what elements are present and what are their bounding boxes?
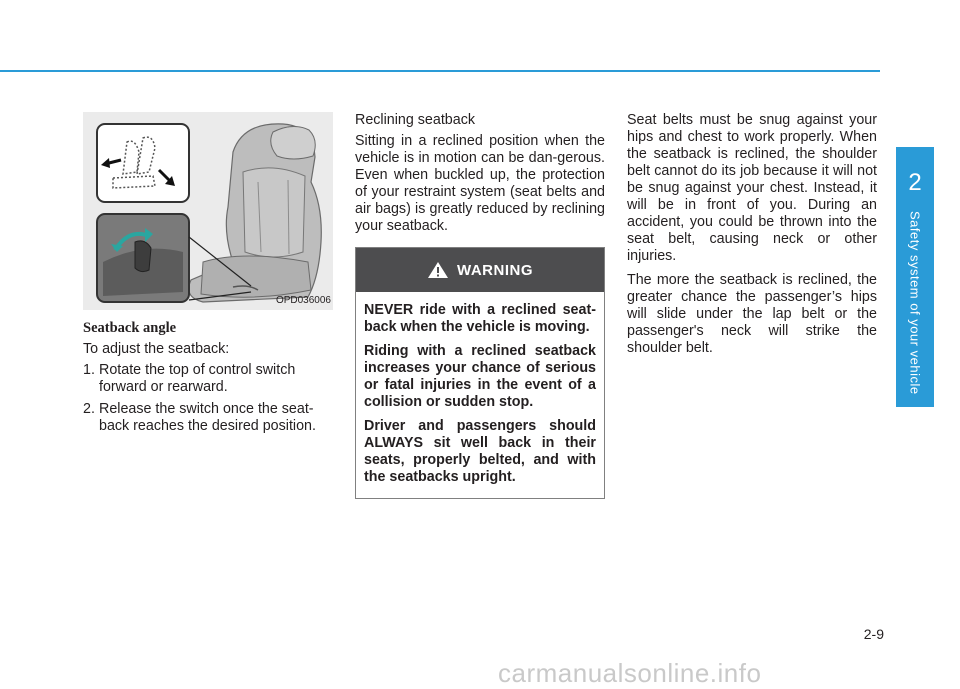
step-number: 2. xyxy=(83,401,95,417)
warning-box xyxy=(355,247,605,499)
seatback-switch-icon xyxy=(97,214,189,302)
warning-title: WARNING xyxy=(457,261,533,279)
section-heading: Seatback angle xyxy=(83,320,177,336)
figure-code: OPD036006 xyxy=(275,295,331,306)
intro-text: To adjust the seatback: xyxy=(83,341,230,357)
seat-illustration xyxy=(83,112,333,310)
warning-body xyxy=(356,292,604,498)
steps-list xyxy=(83,362,333,435)
section-number: 2 xyxy=(908,169,922,196)
section-tab[interactable] xyxy=(896,147,934,407)
step-text: Rotate the top of control switch forward or rearward. xyxy=(99,362,296,395)
step-number: 1. xyxy=(83,362,95,378)
seat-recline-icon xyxy=(97,124,189,202)
warning-icon xyxy=(427,261,449,279)
warning-header xyxy=(356,248,604,292)
column-3 xyxy=(627,112,877,364)
paragraph: Sitting in a reclined position when the vehicle is in motion can be dan-gerous. Even when buckled up, the protection of your restraint system (seat belts and air bags) is greatly reduced by reclining your seatback. xyxy=(355,133,605,234)
list-item xyxy=(83,401,333,435)
watermark[interactable]: carmanualsonline.info xyxy=(498,658,762,688)
seat-drawing xyxy=(189,124,322,302)
step-text: Release the switch once the seat-back reaches the desired position. xyxy=(99,401,316,434)
warning-paragraph: Riding with a reclined seatback increases your chance of serious or fatal injuries in the event of a collision or sudden stop. xyxy=(364,343,596,410)
seat-figure xyxy=(83,112,333,310)
section-title: Safety system of your vehicle xyxy=(907,211,923,395)
paragraph: Seat belts must be snug against your hips and chest to work properly. When the seatback is reclined, the shoulder belt cannot do its job because it will not be snug against your chest. Instead, it will be in front of you. During an accident, you could be thrown into the seat belt, causing neck or other injuries. xyxy=(627,112,877,264)
column-1 xyxy=(83,112,333,440)
warning-paragraph: Driver and passengers should ALWAYS sit well back in their seats, properly belted, and with the seatbacks upright. xyxy=(364,418,596,485)
page-number: 2-9 xyxy=(863,626,884,642)
section-heading: Reclining seatback xyxy=(355,112,476,128)
column-2 xyxy=(355,112,605,499)
list-item xyxy=(83,362,333,396)
paragraph: The more the seatback is reclined, the greater chance the passenger’s hips will slide under the lap belt or the passenger's neck will strike the shoulder belt. xyxy=(627,272,877,356)
header-rule xyxy=(0,70,880,72)
warning-paragraph: NEVER ride with a reclined seat-back when the vehicle is moving. xyxy=(364,302,596,335)
